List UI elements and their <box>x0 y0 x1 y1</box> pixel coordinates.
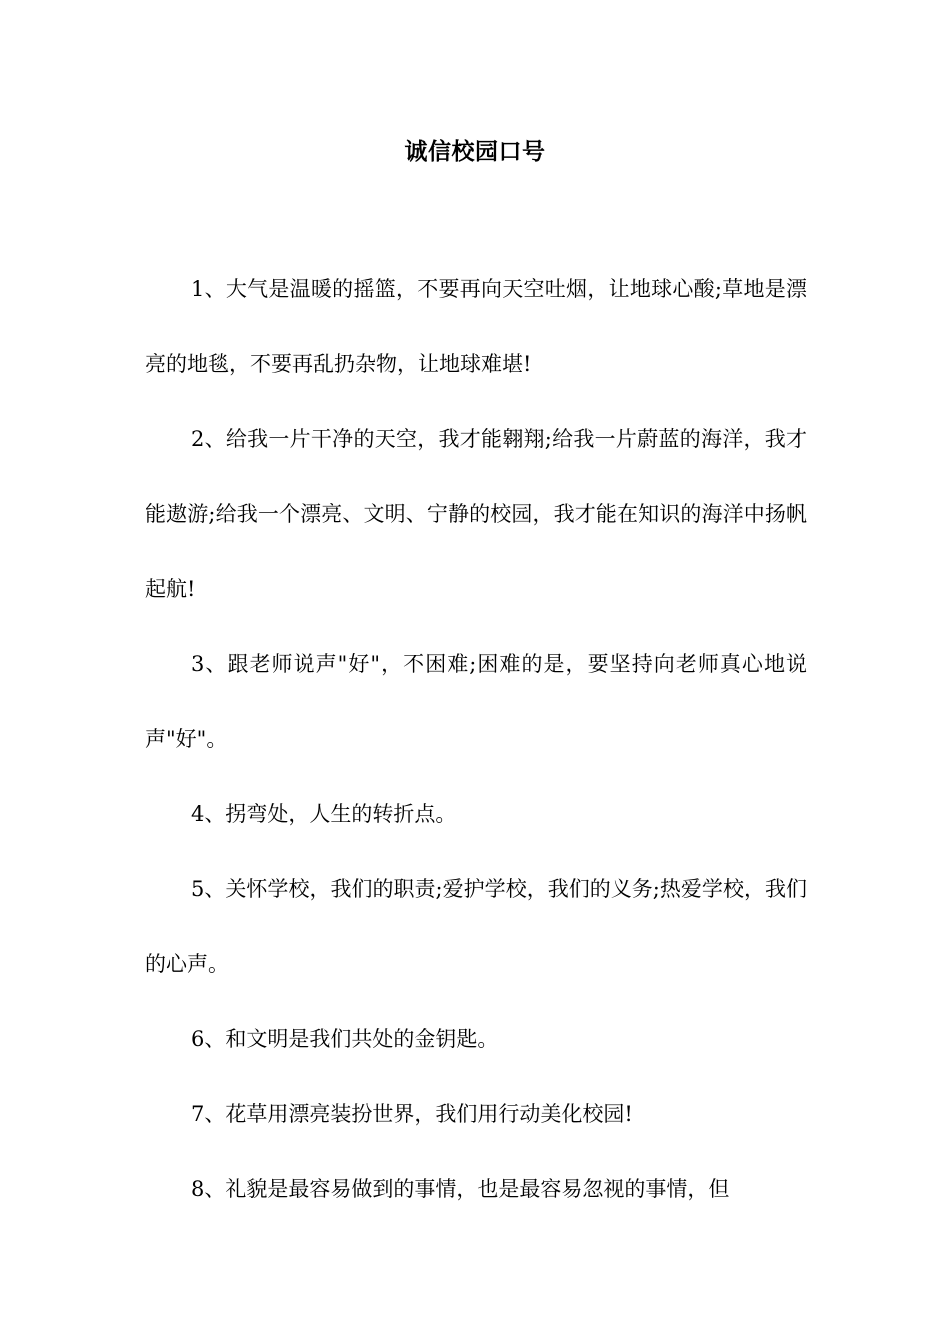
slogan-paragraph-4: 4、拐弯处，人生的转折点。 <box>191 802 457 826</box>
slogan-paragraph-6: 6、和文明是我们共处的金钥匙。 <box>191 1027 499 1051</box>
slogan-paragraph-2: 2、给我一片干净的天空，我才能翱翔;给我一片蔚蓝的海洋，我才能遨游;给我一个漂亮、文明、宁静的校园，我才能在知识的海洋中扬帆起航! <box>145 427 807 601</box>
slogan-paragraph-8: 8、礼貌是最容易做到的事情，也是最容易忽视的事情，但 <box>191 1177 730 1201</box>
document-title: 诚信校园口号 <box>404 138 546 165</box>
document-body <box>145 252 807 1227</box>
slogan-paragraph-3: 3、跟老师说声"好"，不困难;困难的是，要坚持向老师真心地说声"好"。 <box>145 652 807 751</box>
slogan-paragraph-7: 7、花草用漂亮装扮世界，我们用行动美化校园! <box>191 1102 633 1126</box>
slogan-paragraph-5: 5、关怀学校，我们的职责;爱护学校，我们的义务;热爱学校，我们的心声。 <box>145 877 807 976</box>
slogan-paragraph-1: 1、大气是温暖的摇篮，不要再向天空吐烟，让地球心酸;草地是漂亮的地毯，不要再乱扔杂物，让地球难堪! <box>145 277 807 376</box>
